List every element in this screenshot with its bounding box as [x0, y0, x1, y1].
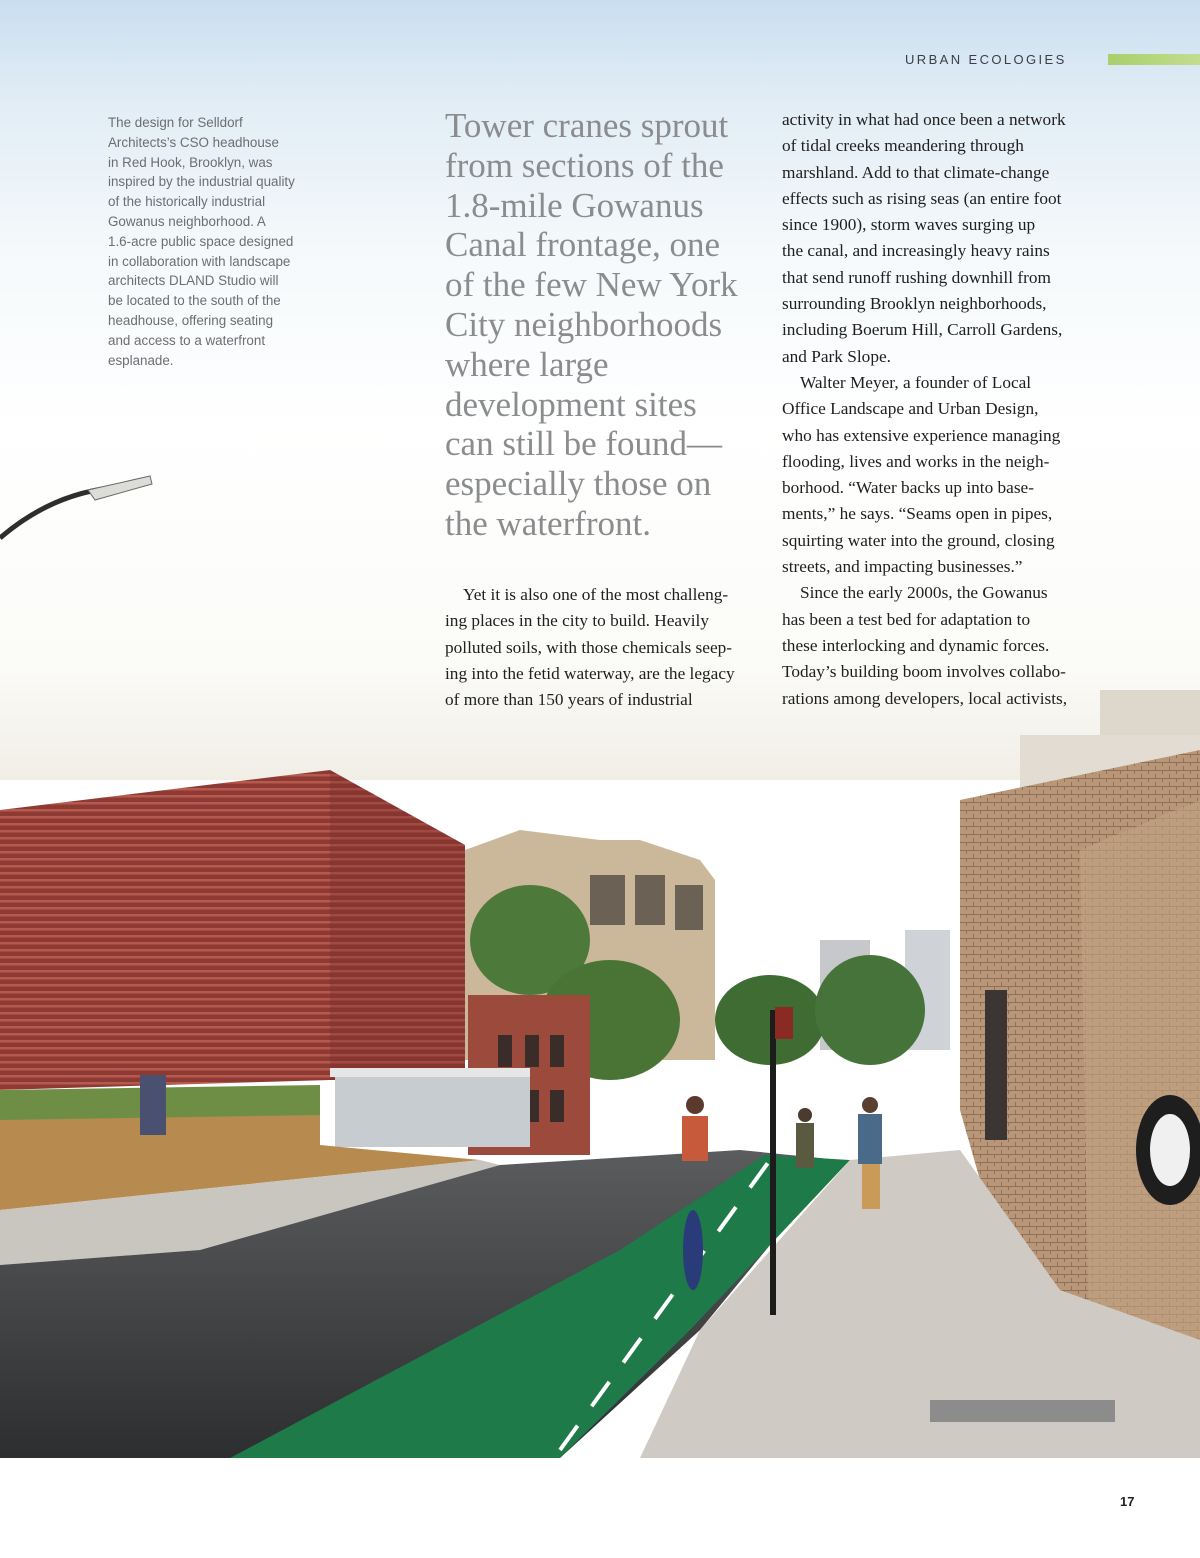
caption-line: Gowanus neighborhood. A	[108, 213, 266, 229]
pedestrian	[858, 1114, 882, 1164]
section-label: URBAN ECOLOGIES	[905, 52, 1067, 67]
pull-quote	[445, 106, 755, 544]
body-line: effects such as rising seas (an entire foot	[782, 188, 1062, 208]
pull-quote-line: especially those on	[445, 464, 712, 504]
caption-line: headhouse, offering seating	[108, 312, 274, 328]
pedestrian	[862, 1164, 880, 1209]
body-line: squirting water into the ground, closing	[782, 530, 1055, 550]
body-line: including Boerum Hill, Carroll Gardens,	[782, 320, 1063, 340]
window	[550, 1035, 564, 1067]
caption-line: architects DLAND Studio will	[108, 273, 279, 289]
window	[498, 1035, 512, 1067]
body-line: rations among developers, local activists,	[782, 688, 1068, 708]
body-line: Since the early 2000s, the Gowanus	[800, 583, 1048, 603]
body-line: surrounding Brooklyn neighborhoods,	[782, 294, 1047, 314]
pull-quote-line: can still be found—	[445, 424, 723, 464]
pull-quote-line: the waterfront.	[445, 503, 652, 543]
body-line: flooding, lives and works in the neigh-	[782, 451, 1050, 471]
body-line: Walter Meyer, a founder of Local	[800, 372, 1032, 392]
body-line: marshland. Add to that climate-change	[782, 162, 1050, 182]
body-line: who has extensive experience managing	[782, 425, 1061, 445]
street-rendering-image	[0, 690, 1200, 1458]
photo-caption	[108, 113, 323, 370]
body-line: borhood. “Water backs up into base-	[782, 478, 1034, 498]
body-line: activity in what had once been a network	[782, 110, 1066, 129]
body-line: has been a test bed for adaptation to	[782, 609, 1031, 629]
body-line: the canal, and increasingly heavy rains	[782, 241, 1050, 261]
body-column-2	[782, 107, 1087, 712]
body-line: polluted soils, with those chemicals seep-	[445, 637, 733, 657]
body-line: of more than 150 years of industrial	[445, 690, 693, 710]
graffiti	[1150, 1114, 1190, 1186]
window	[550, 1090, 564, 1122]
pull-quote-line: City neighborhoods	[445, 304, 723, 344]
headhouse-glass-entrance	[335, 1075, 530, 1147]
caption-line: and access to a waterfront	[108, 332, 266, 348]
pull-quote-line: of the few New York	[445, 265, 738, 305]
caption-line: of the historically industrial	[108, 194, 266, 210]
tree	[815, 955, 925, 1065]
sign-pole	[770, 1010, 776, 1315]
cyclist	[682, 1116, 708, 1161]
pull-quote-line: from sections of the	[445, 145, 724, 185]
couple-figures	[140, 1075, 166, 1135]
body-line: ing places in the city to build. Heavily	[445, 611, 709, 631]
body-line: ments,” he says. “Seams open in pipes,	[782, 504, 1053, 524]
caption-line: esplanade.	[108, 352, 174, 368]
caption-line: in collaboration with landscape	[108, 253, 291, 269]
garage-door	[985, 990, 1007, 1140]
pedestrian	[862, 1097, 878, 1113]
sidewalk-grate	[930, 1400, 1115, 1422]
headhouse-side-shade	[330, 770, 465, 1080]
caption-line: Architects’s CSO headhouse	[108, 134, 279, 150]
bicycle	[683, 1210, 703, 1290]
caption-line: be located to the south of the	[108, 293, 281, 309]
cyclist-distant	[798, 1108, 812, 1122]
body-line: and Park Slope.	[782, 346, 891, 366]
warehouse-window	[590, 875, 625, 925]
page-number: 17	[1120, 1494, 1135, 1509]
body-line: these interlocking and dynamic forces.	[782, 635, 1050, 655]
caption-line: The design for Selldorf	[108, 115, 243, 130]
body-line: Yet it is also one of the most challeng-	[463, 585, 729, 604]
street-lamp	[0, 470, 170, 550]
section-accent-bar	[1108, 54, 1200, 65]
entrance-canopy	[330, 1068, 530, 1077]
body-line: since 1900), storm waves surging up	[782, 215, 1036, 235]
window	[525, 1035, 539, 1067]
warehouse-window	[635, 875, 665, 925]
caption-line: inspired by the industrial quality	[108, 174, 295, 190]
caption-line: 1.6-acre public space designed	[108, 233, 294, 249]
cyclist-distant	[796, 1123, 814, 1168]
body-line: Office Landscape and Urban Design,	[782, 399, 1039, 419]
pull-quote-line: where large	[445, 344, 609, 384]
cyclist	[686, 1096, 704, 1114]
body-line: of tidal creeks meandering through	[782, 136, 1024, 156]
pull-quote-line: 1.8-mile Gowanus	[445, 185, 704, 225]
body-line: Today’s building boom involves collabo-	[782, 662, 1066, 682]
body-line: that send runoff rushing downhill from	[782, 267, 1051, 287]
pull-quote-line: Tower cranes sprout	[445, 106, 729, 145]
warehouse-window	[675, 885, 703, 930]
street-sign	[775, 1007, 793, 1039]
caption-line: in Red Hook, Brooklyn, was	[108, 154, 273, 170]
body-line: streets, and impacting businesses.”	[782, 557, 1023, 577]
pull-quote-line: Canal frontage, one	[445, 225, 721, 265]
pull-quote-line: development sites	[445, 384, 697, 424]
body-line: ing into the fetid waterway, are the legacy	[445, 663, 735, 683]
